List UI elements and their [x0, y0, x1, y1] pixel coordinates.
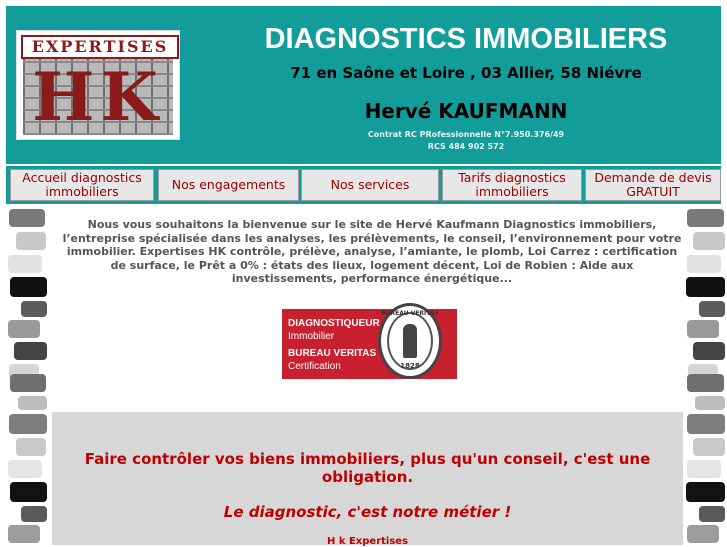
seal-top-text: BUREAU VERITAS	[381, 310, 439, 317]
badge-line-diagnostiqueur: DIAGNOSTIQUEUR	[288, 318, 380, 329]
wall-brick	[687, 209, 724, 227]
seal-figure-icon	[403, 324, 417, 358]
slogan-panel	[52, 412, 683, 545]
badge-line-certification: Certification	[288, 361, 341, 372]
wall-brick	[9, 209, 45, 227]
badge-line-bureau-veritas: BUREAU VERITAS	[288, 348, 377, 359]
badge-text	[288, 317, 380, 373]
wall-brick	[687, 414, 725, 434]
wall-brick	[8, 525, 40, 543]
right-decorative-wall	[685, 206, 727, 545]
logo-word: EXPERTISES	[21, 35, 179, 59]
nav-engagements[interactable]: Nos engagements	[158, 169, 299, 201]
site-header	[6, 6, 721, 164]
wall-brick	[21, 506, 47, 522]
wall-brick	[687, 320, 719, 338]
nav-devis[interactable]: Demande de devis GRATUIT	[585, 169, 721, 201]
wall-brick	[687, 460, 721, 478]
wall-brick	[687, 255, 721, 273]
wall-brick	[693, 342, 725, 360]
tagline-text: Le diagnostic, c'est notre métier !	[223, 503, 512, 521]
nav-services[interactable]: Nos services	[301, 169, 439, 201]
bureau-veritas-seal-icon	[378, 303, 442, 379]
wall-brick	[21, 301, 47, 317]
wall-brick	[693, 438, 725, 456]
wall-brick	[16, 232, 46, 250]
slogan-text: Faire contrôler vos biens immobiliers, plus qu'un conseil, c'est une obligation.	[84, 450, 651, 486]
left-decorative-wall	[6, 206, 48, 545]
wall-brick	[10, 277, 47, 297]
logo-letters: HK	[32, 58, 164, 136]
hk-expertises-logo[interactable]	[16, 30, 180, 140]
site-title: DIAGNOSTICS IMMOBILIERS	[264, 23, 668, 55]
wall-brick	[699, 506, 725, 522]
rcs-line: RCS 484 902 572	[427, 142, 505, 151]
wall-brick	[9, 414, 47, 434]
welcome-text: Nous vous souhaitons la bienvenue sur le site de Hervé Kaufmann Diagnostics immobiliers, l’entreprise spécialisée dans les analyses, les prélèvements, le conseil, l’environnement pour votre immobilier. Expertises HK contrôle, prélève, analyse, l’amiante, le plomb, Loi Carrez : certification de surface, le Prêt a 0% : états des lieux, logement décent, Loi de Robien : Aide aux investissements, performance énergétique...	[62, 218, 682, 285]
wall-brick	[686, 482, 725, 502]
wall-brick	[14, 342, 47, 360]
wall-brick	[699, 301, 725, 317]
seal-year: 1828	[400, 362, 420, 370]
wall-brick	[693, 232, 725, 250]
wall-brick	[687, 374, 724, 392]
company-name-footer: H k Expertises	[326, 536, 409, 547]
wall-brick	[687, 525, 719, 543]
wall-brick	[686, 277, 725, 297]
site-subtitle: 71 en Saône et Loire , 03 Allier, 58 Niévre	[290, 64, 642, 82]
wall-brick	[10, 374, 46, 392]
bureau-veritas-certification-badge	[282, 309, 457, 379]
badge-line-immobilier: Immobilier	[288, 331, 335, 342]
contract-line: Contrat RC PRofessionnelle N°7.950.376/49	[367, 130, 565, 139]
nav-accueil[interactable]: Accueil diagnostics immobiliers	[10, 169, 154, 201]
wall-brick	[18, 396, 47, 410]
contract-info	[216, 129, 716, 153]
main-navigation	[6, 166, 721, 204]
wall-brick	[8, 460, 42, 478]
wall-brick	[10, 482, 47, 502]
owner-name: Hervé KAUFMANN	[364, 99, 568, 123]
nav-tarifs[interactable]: Tarifs diagnostics immobiliers	[442, 169, 582, 201]
wall-brick	[8, 255, 42, 273]
wall-brick	[695, 396, 725, 410]
wall-brick	[8, 320, 40, 338]
wall-brick	[16, 438, 46, 456]
